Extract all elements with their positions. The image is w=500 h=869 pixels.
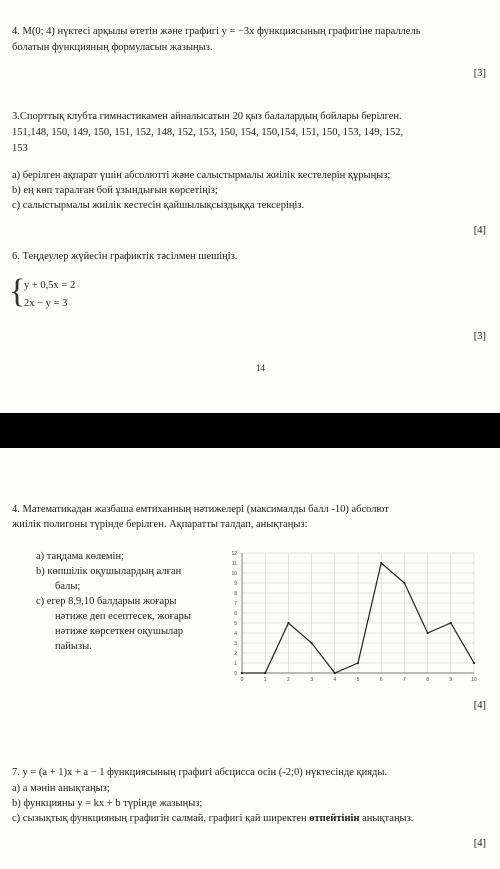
q6-score-mark: [3] bbox=[473, 331, 486, 342]
data-point bbox=[287, 622, 289, 624]
data-point bbox=[450, 622, 452, 624]
y-tick-label: 3 bbox=[234, 640, 237, 647]
q4b-item-c-line2: нәтиже деп есептесек, жоғары bbox=[55, 611, 191, 622]
q7-item-c bbox=[12, 811, 413, 826]
q4b-item-b-line1: b) көпшілік оқушылардың алған bbox=[36, 566, 182, 577]
q6-title: 6. Теңдеулер жүйесін графиктік тәсілмен шешіңіз. bbox=[12, 251, 238, 262]
q3-text-line1: 3.Спорттық клубта гимнастикамен айналысатын 20 қыз балалардың бойлары берілген. bbox=[12, 111, 402, 122]
q6-equation-1: y + 0,5x = 2 bbox=[24, 280, 76, 291]
q4b-item-c-line1: c) егер 8,9,10 балдарын жоғары bbox=[36, 596, 177, 607]
page-number: 14 bbox=[256, 363, 265, 373]
q3-heights-line2: 153 bbox=[12, 143, 28, 154]
q4b-item-a: a) таңдама көлемін; bbox=[36, 551, 124, 562]
page-separator bbox=[0, 413, 500, 448]
data-point bbox=[334, 672, 336, 674]
data-point bbox=[473, 662, 475, 664]
x-tick-label: 0 bbox=[240, 677, 244, 683]
x-tick-label: 8 bbox=[426, 677, 429, 683]
data-point bbox=[357, 662, 359, 664]
x-tick-label: 5 bbox=[356, 677, 360, 683]
q3-score-mark: [4] bbox=[473, 225, 486, 236]
data-point bbox=[403, 582, 405, 584]
q7-item-c-pre: c) сызықтық функцияның графигін салмай, графигі қай ширектен bbox=[12, 813, 310, 824]
q4b-text-line1: 4. Математикадан жазбаша емтиханның нәтижелері (максималды балл -10) абсолют bbox=[12, 504, 389, 515]
x-tick-label: 9 bbox=[449, 677, 453, 683]
q4-text-line2: болатын функцияның формуласын жазыңыз. bbox=[12, 42, 213, 53]
data-point bbox=[264, 672, 266, 674]
q4-score-mark: [3] bbox=[473, 68, 486, 79]
y-tick-label: 4 bbox=[234, 630, 237, 637]
q3-item-c: c) салыстырмалы жиілік кестесін қайшылықсыздыққа тексеріңіз. bbox=[12, 200, 305, 211]
y-tick-label: 1 bbox=[234, 660, 237, 667]
q3-item-a: a) берілген ақпарат үшін абсолютті және салыстырмалы жиілік кестелерін құрыңыз; bbox=[12, 170, 391, 181]
data-point bbox=[380, 562, 382, 564]
q6-equation-2: 2x − y = 3 bbox=[24, 298, 68, 309]
y-tick-label: 5 bbox=[234, 620, 237, 627]
x-tick-label: 1 bbox=[263, 677, 267, 683]
q7-item-c-bold: өтпейтінін bbox=[309, 813, 360, 824]
q4b-text-line2: жиілік полигоны түрінде берілген. Ақпаратты талдап, анықтаңыз: bbox=[12, 519, 308, 530]
x-tick-label: 4 bbox=[333, 677, 337, 683]
q4b-item-c-line3: нәтиже көрсеткен оқушылар bbox=[55, 626, 184, 637]
data-point bbox=[241, 672, 243, 674]
q4b-item-b-line2: балы; bbox=[55, 581, 81, 592]
q7-item-c-post: анықтаңыз. bbox=[359, 813, 414, 824]
x-tick-label: 3 bbox=[310, 677, 313, 683]
y-tick-label: 11 bbox=[231, 560, 237, 567]
q7-item-b: b) функцияны y = kx + b түрінде жазыңыз; bbox=[12, 798, 203, 809]
x-tick-label: 7 bbox=[403, 677, 406, 683]
y-tick-label: 10 bbox=[231, 570, 237, 577]
data-point bbox=[427, 632, 429, 634]
q4b-score-mark: [4] bbox=[473, 700, 486, 711]
q3-heights-line1: 151,148, 150, 149, 150, 151, 152, 148, 152, 153, 150, 154, 150,154, 151, 150, 153, 149, 152, bbox=[12, 127, 404, 138]
x-tick-label: 6 bbox=[379, 677, 383, 683]
y-tick-label: 9 bbox=[234, 580, 237, 587]
q3-item-b: b) ең көп таралған бой ұзындығын көрсетіңіз; bbox=[12, 185, 218, 196]
y-tick-label: 2 bbox=[234, 650, 237, 657]
x-tick-label: 2 bbox=[287, 677, 290, 683]
q4-text-line1: 4. M(0; 4) нүктесі арқылы өтетін және графигі y = −3x функциясының графигіне параллель bbox=[12, 26, 421, 37]
frequency-polygon-chart bbox=[224, 545, 484, 685]
x-tick-label: 10 bbox=[471, 677, 477, 683]
y-tick-label: 0 bbox=[234, 670, 237, 677]
q7-text-line1: 7. y = (a + 1)x + a − 1 функциясының графигі абсцисса осін (-2;0) нүктесінде қияды. bbox=[12, 767, 388, 778]
y-tick-label: 6 bbox=[234, 610, 237, 617]
y-tick-label: 8 bbox=[234, 590, 237, 597]
q7-score-mark: [4] bbox=[473, 838, 486, 849]
y-tick-label: 12 bbox=[231, 550, 237, 557]
q4b-item-c-line4: пайызы. bbox=[55, 641, 92, 652]
y-tick-label: 7 bbox=[234, 600, 237, 607]
q7-item-a: a) a мәнін анықтаңыз; bbox=[12, 783, 110, 794]
system-brace: { bbox=[9, 273, 26, 310]
data-point bbox=[311, 642, 313, 644]
